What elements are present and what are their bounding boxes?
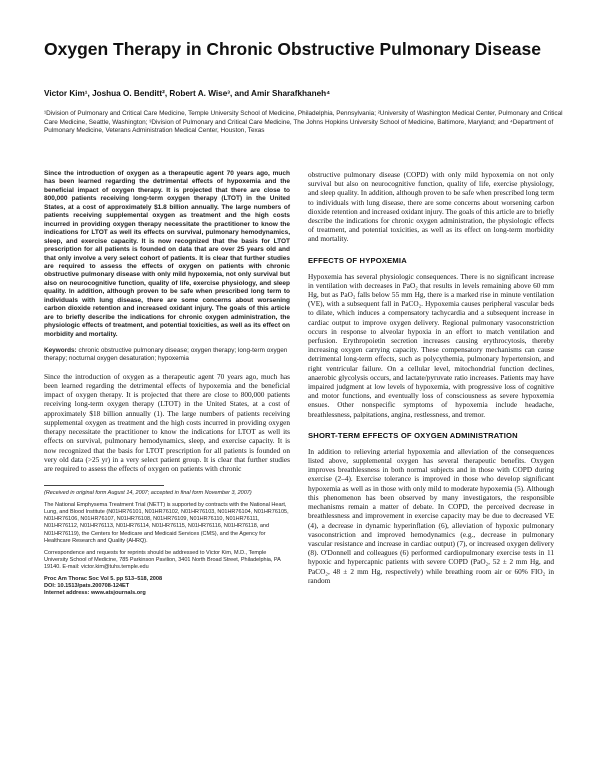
keywords [44, 347, 290, 364]
footnote-divider [44, 485, 164, 486]
journal-info [44, 576, 290, 597]
section-text-short-term: In addition to relieving arterial hypoxemia and alleviation of the consequences listed above, supplemental oxygen has several therapeutic benefits. Oxygen improves breathlessness in both normal subjects and in those with COPD during exercise (2–4). Exercise tolerance is improved in those who develop significant hypoxemia as well as in those with only mild to moderate hypoxemia (5). Although this phenomenon has been observed by many investigators, the responsible mechanisms remain a matter of debate. In COPD, the perceived decrease in breathlessness and improvement in exercise capacity may be due to decreased VE (4), a decrease in dynamic hyperinflation (6), alleviation of hypoxic pulmonary vasoconstriction and improved hemodynamics (e.g., decrease in pulmonary vascular resistance and increase in cardiac output) (7), or increased oxygen delivery (8). O'Donnell and colleagues (6) performed cardiopulmonary exercise tests in 11 hypoxic and hypercapnic patients with severe COPD (PaO₂, 52 ± 2 mm Hg, and PaCO₂, 48 ± 2 mm Hg, respectively) while breathing room air or 60% FIO₂ in random [308, 446, 554, 585]
keywords-label: Keywords: [44, 347, 77, 355]
section-heading-hypoxemia: EFFECTS OF HYPOXEMIA [308, 255, 407, 265]
correspondence-note: Correspondence and requests for reprints should be addressed to Victor Kim, M.D., Temple University School of Medicine, 785 Parkinson Pavilion, 3401 North Broad Street, Philadelphia, PA 19140. E-mail: victor.kim@tuhs.temple.edu [44, 549, 281, 570]
keywords-text: chronic obstructive pulmonary disease; oxygen therapy; long-term oxygen therapy; nocturnal oxygen desaturation; hypoxemia [44, 347, 288, 363]
affiliations: ¹Division of Pulmonary and Critical Care Medicine, Temple University School of Medicine, Philadelphia, Pennsylvania; ²University of Washington Medical Center, Pulmonary and Critical Care Medicine, Seattle, Washington; ³Division of Pulmonary and Critical Care Medicine, The Johns Hopkins University School of Medicine, Baltimore, Maryland; and ⁴Department of Pulmonary Medicine, Veterans Administration Medical Center, Houston, Texas [44, 110, 563, 135]
section-text-hypoxemia: Hypoxemia has several physiologic consequences. There is no significant increase in ventilation with decreases in PaO₂ that results in levels remaining above 60 mm Hg, but as PaO₂ falls below 55 mm Hg, there is a marked rise in minute ventilation (VE), with a subsequent fall in PaCO₂. Hypoxemia causes peripheral vascular beds to dilate, which induces a compensatory tachycardia and a subsequent increase in cardiac output to improve oxygen delivery. Regional pulmonary vasoconstriction occurs in response to alveolar hypoxia in an effort to match ventilation and perfusion. Erythropoietin secretion increases causing erythrocytosis, thereby increasing oxygen carrying capacity. These compensatory mechanisms can cause detrimental long-term effects, such as polycythemia, pulmonary hypertension, and right ventricular failure. On a cellular level, mitochondrial function declines, anaerobic glycolysis occurs, and lactate/pyruvate ratio increases. Patients may have impaired judgment at low levels of hypoxemia, with progressive loss of cognitive and motor functions, and eventually loss of consciousness as severe hypoxemia ensues. Other nonspecific symptoms of hypoxemia include headache, breathlessness, palpitations, angina, restlessness, and tremor. [308, 271, 554, 419]
abstract: Since the introduction of oxygen as a therapeutic agent 70 years ago, much has been learned regarding the detrimental effects of hypoxemia and the beneficial impact of oxygen therapy. It is projected that there are close to 800,000 patients receiving long-term oxygen therapy (LTOT) in the United States, at a cost of approximately $1.8 billion annually. The large numbers of patients receiving supplemental oxygen as treatment and the high costs incurred in providing oxygen therapy necessitate the practitioner to know the indications for LTOT as well its effects on survival, pulmonary hemodynamics, sleep, and exercise capacity. It is now recognized that the basis for LTOT prescription for all patients is founded on data that are over 25 years old and that only involve a very select cohort of patients. It is clear that further studies are required to assess the effects of oxygen on patients with chronic obstructive pulmonary disease with only mild hypoxemia, not only survival but also on neurocognitive function, quality of life, exercise physiology, and sleep quality. In addition, although proven to be safe when prescribed long term to individuals with lung disease, there are some concerns about worsening carbon dioxide retention and increased oxidant injury. The goals of this article are to briefly describe the indications for chronic oxygen administration, the physiologic effects of treatment, and potential toxicities, as well as its effect on morbidity and mortality. [44, 170, 290, 338]
intro-continued: obstructive pulmonary disease (COPD) with only mild hypoxemia on not only survival but also on neurocognitive function, quality of life, exercise physiology, and sleep quality. In addition, although proven to be safe when prescribed long term to individuals with lung disease, there are some concerns about worsening carbon dioxide retention and increased oxidant injury. The goals of this article are to briefly describe the indications for chronic oxygen administration, the physiologic effects of treatment, and potential toxicities, as well as its effect on long-term morbidity and mortality. [308, 170, 554, 244]
journal-citation: Proc Am Thorac Soc Vol 5. pp 513–518, 2008 [44, 576, 163, 583]
doi: DOI: 10.1513/pats.200708-124ET [44, 583, 130, 590]
article-title: Oxygen Therapy in Chronic Obstructive Pulmonary Disease [44, 39, 541, 59]
received-dates: (Received in original form August 14, 2007; accepted in final form November 3, 2007) [44, 490, 252, 497]
right-column [308, 170, 554, 585]
left-column [44, 170, 290, 597]
internet-address[interactable]: Internet address: www.atsjournals.org [44, 590, 146, 597]
author-list: Victor Kim¹, Joshua O. Benditt², Robert A. Wise³, and Amir Sharafkhaneh⁴ [44, 89, 331, 98]
intro-paragraph: Since the introduction of oxygen as a therapeutic agent 70 years ago, much has been learned regarding the detrimental effects of hypoxemia and the beneficial impact of oxygen therapy. It is projected that there are close to 800,000 patients receiving long-term oxygen therapy (LTOT) in the United States, at a cost of approximately $18 billion annually (1). The large numbers of patients receiving supplemental oxygen as treatment and the high costs incurred in providing oxygen therapy necessitate the practitioner to know the indications for LTOT as well its effects on survival, pulmonary hemodynamics, sleep, and exercise capacity. It is now recognized that the basis for LTOT prescription for all patients is founded on very old data (>25 yr) in a very select patient group. It is clear that further studies are required to assess the effects of oxygen on patients with chronic [44, 371, 290, 473]
section-heading-short-term: SHORT-TERM EFFECTS OF OXYGEN ADMINISTRATION [308, 430, 518, 440]
funding-note: The National Emphysema Treatment Trial (NETT) is supported by contracts with the National Heart, Lung, and Blood Institute (N01HR76101, N01HR76102, N01HR76103, N01HR76104, N01HR76105, N01HR76106, N01HR76107, N01HR76108, N01HR76109, N01HR76110, N01HR76111, N01HR76112, N01HR76113, N01HR76114, N01HR76115, N01HR76116, N01HR76118, and N01HR76119), the Centers for Medicare and Medicaid Services (CMS), and the Agency for Healthcare Research and Quality (AHRQ). [44, 502, 289, 544]
